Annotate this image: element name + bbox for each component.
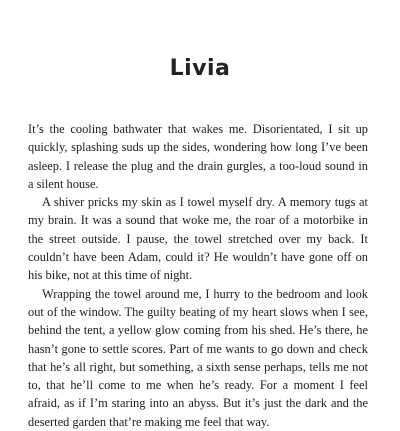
paragraph: It’s the cooling bathwater that wakes me. Disorientated, I sit up quickly, splashing suds up the sides, wondering how long I’ve been asleep. I release the plug and the drain gurgles, a too-loud sound in a silent house.	[28, 122, 368, 191]
chapter-title: Livia	[169, 56, 231, 81]
chapter-body	[28, 120, 368, 431]
paragraph: Wrapping the towel around me, I hurry to the bedroom and look out of the window. The guilty beating of my heart slows when I see, behind the tent, a yellow glow coming from his shed. He’s there, he hasn’t gone to settle scores. Part of me wants to go down and check that he’s all right, but something, a sixth sense perhaps, tells me not to, that he’ll come to me when he’s ready. For a moment I feel afraid, as if I’m staring into an abyss. But it’s just the dark and the deserted garden that’re making me feel that way.	[28, 286, 368, 429]
paragraph: A shiver pricks my skin as I towel myself dry. A memory tugs at my brain. It was a sound that woke me, the roar of a motorbike in the street outside. I pause, the towel stretched over my back. It couldn’t have been Adam, could it? He wouldn’t have gone off on his bike, not at this time of night.	[28, 195, 368, 283]
